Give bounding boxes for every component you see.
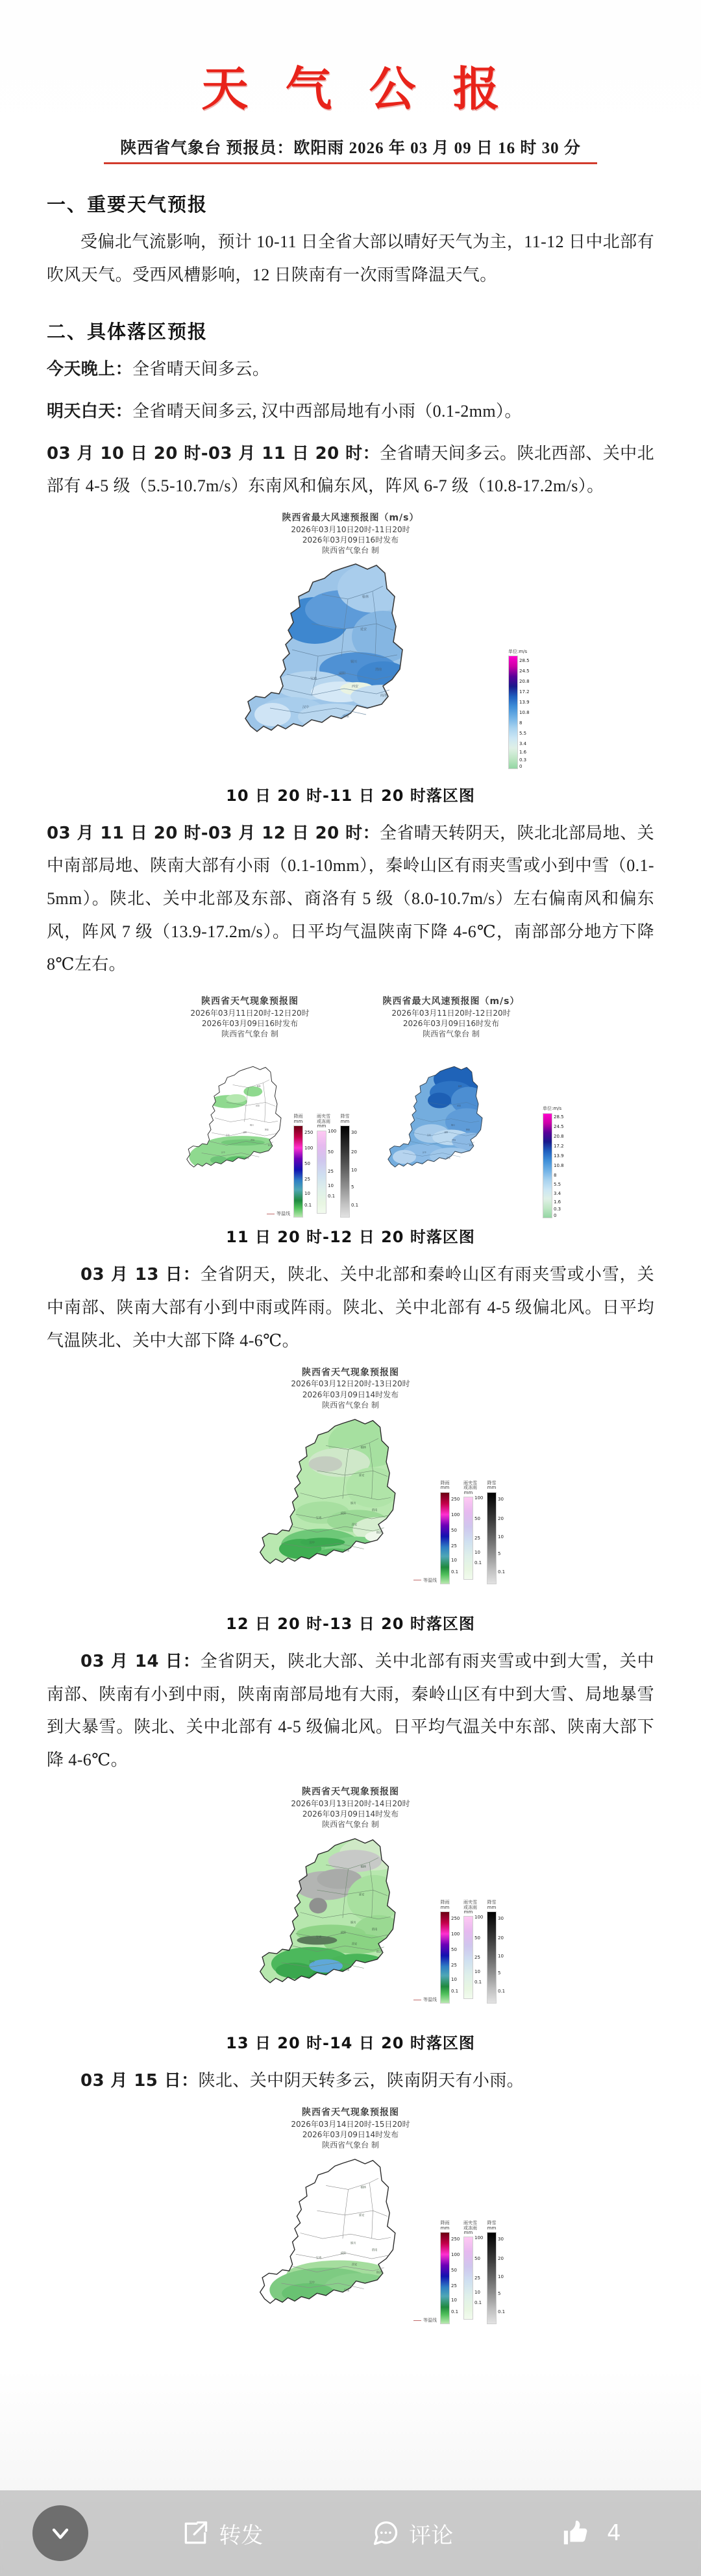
svg-text:商洛: 商洛 xyxy=(380,693,387,698)
forecast-day2 xyxy=(47,817,654,981)
comment-icon xyxy=(371,2519,400,2547)
svg-text:西安: 西安 xyxy=(352,684,359,689)
comment-label: 评论 xyxy=(409,2522,454,2549)
svg-text:宝鸡: 宝鸡 xyxy=(315,2257,322,2261)
svg-text:汉中: 汉中 xyxy=(309,2281,315,2285)
legend-snow-header-1314: 降雪 mm xyxy=(487,1900,497,1910)
svg-text:铜川: 铜川 xyxy=(350,2242,356,2246)
svg-text:西安: 西安 xyxy=(351,1523,358,1527)
svg-text:咸阳: 咸阳 xyxy=(340,2252,347,2256)
precip-colorbars-1314: 等温线 降雨 mm 250 100 50 25 10 0.1 雨夹雪 或冻雨 mm 100 50 25 10 0.1 降雪 mm 30 20 10 5 0.1 xyxy=(413,1900,497,2004)
legend-mix-header-1314: 雨夹雪 或冻雨 mm xyxy=(463,1900,477,1915)
forecast-day5 xyxy=(47,2065,654,2098)
forecast-tomorrow xyxy=(47,395,654,428)
figure-pair-1112-caption: 11 日 20 时-12 日 20 时落区图 xyxy=(226,1228,475,1247)
svg-text:安康: 安康 xyxy=(343,714,350,718)
forecast-day2-lead: 03 月 11 日 20 时-03 月 12 日 20 时： xyxy=(47,823,380,843)
forecast-day4 xyxy=(47,1645,654,1777)
forecast-day4-lead: 03 月 14 日： xyxy=(80,1651,201,1671)
figure-wx-1415-title: 陕西省天气现象预报图 2026年03月14日20时-15日20时 2026年03月09日14时发布 陕西省气象台 制 xyxy=(291,2107,410,2150)
figure-wind-1011-caption: 10 日 20 时-11 日 20 时落区图 xyxy=(226,786,475,805)
forecast-tonight-lead: 今天晚上： xyxy=(47,360,133,380)
svg-text:汉中: 汉中 xyxy=(302,705,310,709)
figure-pair-1112 xyxy=(47,990,654,1218)
legend-mix-header-1415: 雨夹雪 或冻雨 mm xyxy=(463,2220,477,2236)
shaanxi-wind-map-1112-svg xyxy=(354,1042,548,1214)
svg-text:汉中: 汉中 xyxy=(309,1541,315,1545)
forecast-day3-text: 全省阴天，陕北、关中北部和秦岭山区有雨夹雪或小雪，关中南部、陕南大部有小到中雨或阵雨。陕北、关中北部有 4-5 级偏北风。日平均气温陕北、关中大部下降 4-6℃。 xyxy=(47,1265,654,1350)
svg-text:咸阳: 咸阳 xyxy=(243,1131,247,1134)
forecast-day5-text: 陕北、关中阴天转多云，陕南阴天有小雨。 xyxy=(198,2071,524,2091)
forecast-day4-text: 全省阴天，陕北大部、关中北部有雨夹雪或中到大雪，关中南部、陕南有小到中雨，陕南南部局地有大雨，秦岭山区有中到大雪、局地暴雪到大暴雪。陕北、关中北部有 4-5 级偏北风。日平均气温关中东部、陕南大部下降 4-6℃。 xyxy=(47,1651,654,1770)
like-button[interactable] xyxy=(561,2518,621,2548)
forecast-day3 xyxy=(47,1258,654,1357)
forecast-day1 xyxy=(47,437,654,503)
svg-text:商洛: 商洛 xyxy=(376,1950,382,1954)
forecast-day1-text: 全省晴天间多云。陕北西部、关中北部有 4-5 级（5.5-10.7m/s）东南风和偏东风，阵风 6-7 级（10.8-17.2m/s）。 xyxy=(47,443,654,496)
forecast-tomorrow-text: 全省晴天间多云, 汉中西部局地有小雨（0.1-2mm）。 xyxy=(132,402,522,421)
bottom-action-bar xyxy=(0,2490,701,2576)
svg-text:西安: 西安 xyxy=(452,1138,456,1142)
svg-text:咸阳: 咸阳 xyxy=(340,1932,347,1935)
legend-rain-header: 降雨 mm xyxy=(293,1114,303,1124)
svg-text:延安: 延安 xyxy=(457,1104,461,1107)
forecast-day1-lead: 03 月 10 日 20 时-03 月 11 日 20 时： xyxy=(47,443,380,463)
like-count: 4 xyxy=(606,2520,621,2546)
svg-text:汉中: 汉中 xyxy=(422,1151,426,1154)
figure-wx-1314 xyxy=(47,1786,654,2024)
svg-text:咸阳: 咸阳 xyxy=(444,1131,449,1134)
svg-text:宝鸡: 宝鸡 xyxy=(315,1517,322,1521)
figure-wind-1112 xyxy=(354,996,564,1219)
section-1-paragraph: 受偏北气流影响，预计 10-11 日全省大部以晴好天气为主，11-12 日中北部有吹风天气。受西风槽影响，12 日陕南有一次雨雪降温天气。 xyxy=(47,232,654,284)
svg-text:西安: 西安 xyxy=(251,1138,255,1142)
legend-snow-header-1415: 降雪 mm xyxy=(487,2220,497,2231)
precip-colorbars-1112: 等温线 降雨 mm 250 100 50 25 10 0.1 雨夹雪 或冻雨 mm 100 50 25 10 0.1 降雪 mm 30 20 10 5 0.1 xyxy=(267,1114,350,1218)
share-button[interactable] xyxy=(181,2518,263,2549)
comment-button[interactable] xyxy=(371,2518,453,2549)
legend-rain-header-1415: 降雨 mm xyxy=(440,2220,450,2231)
figure-wind-1011 xyxy=(47,512,654,776)
svg-text:渭南: 渭南 xyxy=(465,1129,470,1132)
svg-text:铜川: 铜川 xyxy=(350,1921,356,1925)
precip-colorbars-1415: 等温线 降雨 mm 250 100 50 25 10 0.1 雨夹雪 或冻雨 mm 100 50 25 10 0.1 降雪 mm 30 20 10 5 0.1 xyxy=(413,2221,497,2325)
figure-wx-1213 xyxy=(47,1367,654,1604)
share-icon xyxy=(181,2519,210,2547)
svg-text:宝鸡: 宝鸡 xyxy=(310,676,317,681)
share-label: 转发 xyxy=(219,2522,264,2549)
legend-snow-header: 降雪 mm xyxy=(340,1114,350,1124)
svg-text:榆林: 榆林 xyxy=(360,1446,367,1450)
svg-text:延安: 延安 xyxy=(358,1474,365,1478)
svg-text:安康: 安康 xyxy=(343,2289,350,2293)
page-title: 天 气 公 报 xyxy=(201,62,510,116)
svg-text:铜川: 铜川 xyxy=(350,659,358,664)
figure-wind-1112-title: 陕西省最大风速预报图（m/s） 2026年03月11日20时-12日20时 2026年03月09日16时发布 陕西省气象台 制 xyxy=(382,996,520,1039)
figure-wx-1112-title: 陕西省天气现象预报图 2026年03月11日20时-12日20时 2026年03月09日16时发布 陕西省气象台 制 xyxy=(190,996,310,1039)
svg-text:榆林: 榆林 xyxy=(360,1865,367,1869)
precip-map-1314 xyxy=(211,1832,506,2020)
svg-text:榆林: 榆林 xyxy=(362,595,369,599)
svg-text:安康: 安康 xyxy=(245,1157,249,1160)
svg-text:铜川: 铜川 xyxy=(250,1123,254,1127)
legend-mix-header: 雨夹雪 或冻雨 mm xyxy=(317,1114,330,1129)
svg-text:安康: 安康 xyxy=(446,1157,450,1160)
svg-text:榆林: 榆林 xyxy=(360,2187,367,2190)
figure-wx-1213-title: 陕西省天气现象预报图 2026年03月12日20时-13日20时 2026年03月09日14时发布 陕西省气象台 制 xyxy=(291,1367,410,1410)
svg-text:榆林: 榆林 xyxy=(458,1085,462,1088)
figure-wx-1314-caption: 13 日 20 时-14 日 20 时落区图 xyxy=(226,2034,475,2053)
svg-text:咸阳: 咸阳 xyxy=(339,671,346,676)
chevron-down-icon xyxy=(47,2520,73,2546)
forecast-day3-lead: 03 月 13 日： xyxy=(80,1265,201,1285)
legend-rain-header-1213: 降雨 mm xyxy=(440,1480,450,1491)
wind-colorbar-1112: 单位:m/s 28.5 24.5 20.8 17.2 13.9 10.8 8 5.5 3.4 1.6 0.3 0 xyxy=(543,1106,564,1219)
legend-mix-header-1213: 雨夹雪 或冻雨 mm xyxy=(463,1480,477,1495)
svg-text:延安: 延安 xyxy=(360,627,367,632)
svg-text:延安: 延安 xyxy=(358,2214,365,2218)
isoline-key-1112: 等温线 xyxy=(267,1210,290,1217)
thumbs-up-icon xyxy=(561,2518,591,2548)
svg-text:安康: 安康 xyxy=(343,1549,350,1552)
byline-rule xyxy=(104,135,597,164)
byline: 陕西省气象台 预报员：欧阳雨 2026 年 03 月 09 日 16 时 30 分 xyxy=(120,140,581,157)
shaanxi-wind-map-svg xyxy=(188,559,513,773)
svg-text:汉中: 汉中 xyxy=(221,1151,225,1154)
figure-wx-1415 xyxy=(47,2107,654,2344)
svg-text:商洛: 商洛 xyxy=(376,1531,382,1535)
svg-text:宝鸡: 宝鸡 xyxy=(426,1134,431,1137)
legend-snow-header-1213: 降雪 mm xyxy=(487,1480,497,1491)
svg-text:延安: 延安 xyxy=(256,1104,260,1107)
precip-colorbars-1213: 等温线 降雨 mm 250 100 50 25 10 0.1 雨夹雪 或冻雨 mm 100 50 25 10 0.1 降雪 mm 30 20 10 5 0.1 xyxy=(413,1481,497,1585)
svg-text:安康: 安康 xyxy=(343,1969,350,1972)
svg-text:铜川: 铜川 xyxy=(350,1502,356,1506)
forecast-tonight xyxy=(47,353,654,386)
svg-text:咸阳: 咸阳 xyxy=(340,1512,347,1516)
wind-map-1011 xyxy=(188,559,530,773)
section-heading-2: 二、具体落区预报 xyxy=(47,321,208,343)
figure-wx-1213-caption: 12 日 20 时-13 日 20 时落区图 xyxy=(226,1614,475,1633)
svg-text:汉中: 汉中 xyxy=(309,1961,315,1965)
scroll-down-button[interactable] xyxy=(32,2505,88,2561)
svg-text:渭南: 渭南 xyxy=(371,2249,378,2253)
svg-text:渭南: 渭南 xyxy=(371,1509,378,1513)
isoline-key-1314: 等温线 xyxy=(413,1996,437,2003)
svg-text:渭南: 渭南 xyxy=(371,1928,378,1932)
forecast-day2-text: 全省晴天转阴天，陕北北部局地、关中南部局地、陕南大部有小雨（0.1-10mm），秦岭山区有雨夹雪或小到中雪（0.1-5mm）。陕北、关中北部及东部、商洛有 5 级（8.0-10.7m/s）左右偏南风和偏东风，阵风 7 级（13.9-17.2m/s）。日平均气温陕南下降 4-6℃，南部部分地方下降 8℃左右。 xyxy=(47,823,654,974)
svg-text:宝鸡: 宝鸡 xyxy=(315,1936,322,1940)
forecast-tomorrow-lead: 明天白天： xyxy=(47,402,133,422)
svg-text:铜川: 铜川 xyxy=(451,1123,456,1127)
svg-text:商洛: 商洛 xyxy=(267,1144,272,1147)
legend-rain-header-1314: 降雨 mm xyxy=(440,1900,450,1910)
forecast-tonight-text: 全省晴天间多云。 xyxy=(132,360,270,379)
precip-map-1415 xyxy=(211,2153,506,2341)
section-heading-1: 一、重要天气预报 xyxy=(47,193,208,215)
svg-text:延安: 延安 xyxy=(358,1893,365,1897)
svg-text:商洛: 商洛 xyxy=(376,2271,382,2275)
wind-colorbar-1011: 单位:m/s 28.5 24.5 20.8 17.2 13.9 10.8 8 5.5 3.4 1.6 0.3 0 xyxy=(508,648,530,769)
figure-wx-1112 xyxy=(153,996,359,1217)
svg-text:宝鸡: 宝鸡 xyxy=(225,1134,230,1137)
svg-text:西安: 西安 xyxy=(351,1943,358,1946)
figure-wind-1011-title: 陕西省最大风速预报图（m/s） 2026年03月10日20时-11日20时 2026年03月09日16时发布 陕西省气象台 制 xyxy=(282,513,419,556)
svg-text:榆林: 榆林 xyxy=(256,1085,261,1088)
svg-text:西安: 西安 xyxy=(351,2263,358,2267)
isoline-key-1415: 等温线 xyxy=(413,2317,437,2324)
svg-text:渭南: 渭南 xyxy=(264,1129,269,1132)
svg-text:商洛: 商洛 xyxy=(469,1144,473,1147)
figure-wx-1314-title: 陕西省天气现象预报图 2026年03月13日20时-14日20时 2026年03月09日14时发布 陕西省气象台 制 xyxy=(291,1786,410,1829)
precip-map-1213 xyxy=(211,1413,506,1601)
forecast-day5-lead: 03 月 15 日： xyxy=(80,2071,199,2091)
svg-text:渭南: 渭南 xyxy=(375,667,382,672)
isoline-key-1213: 等温线 xyxy=(413,1577,437,1584)
